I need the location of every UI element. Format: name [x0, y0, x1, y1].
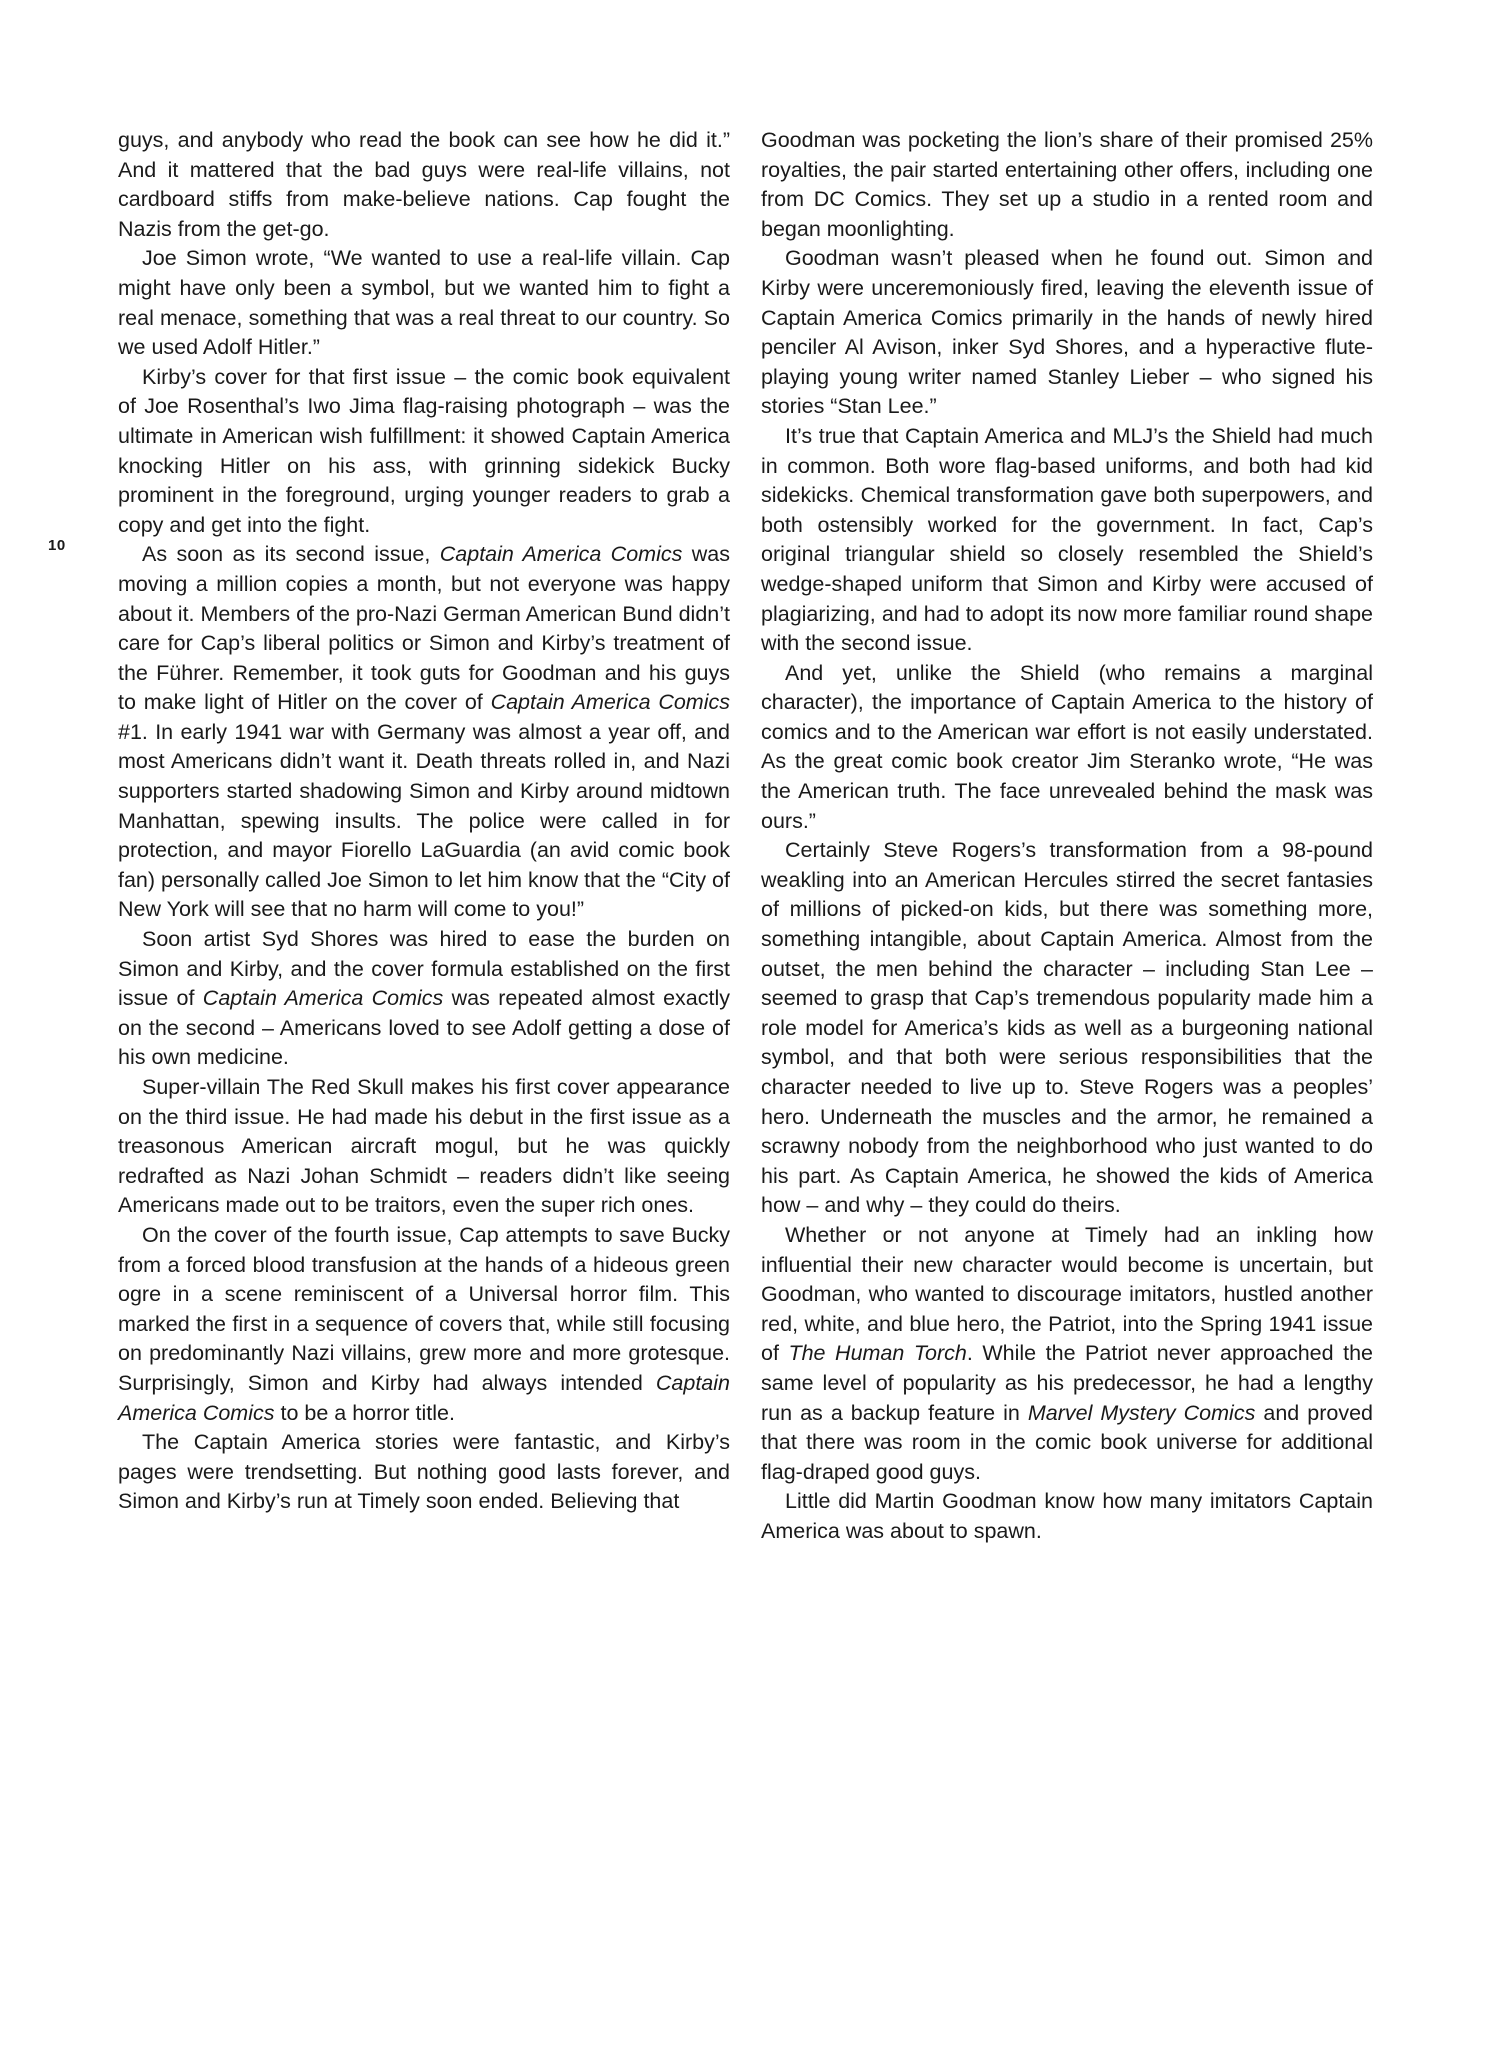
- paragraph-text: Joe Simon wrote, “We wanted to use a real-life villain. Cap might have only been a symbol, but we wanted him to fight a real menace, something that was a real threat to our country. So we used Adolf Hitler.”: [118, 246, 730, 360]
- paragraph: [118, 244, 730, 362]
- paragraph: [761, 126, 1373, 244]
- paragraph: [118, 1221, 730, 1428]
- right-column: [761, 126, 1373, 1547]
- paragraph-text: to be a horror title.: [274, 1400, 455, 1425]
- italic-title: The Human Torch: [788, 1341, 967, 1366]
- paragraph: [761, 1221, 1373, 1487]
- paragraph-text: . While the Patriot never approached the same level of popularity as his predecessor, he had a lengthy run as a backup feature in: [761, 1341, 1373, 1425]
- italic-title: Captain America Comics: [439, 542, 683, 567]
- paragraph: [118, 925, 730, 1073]
- left-column: [118, 126, 730, 1517]
- paragraph-text: As soon as its second issue,: [142, 542, 440, 567]
- italic-title: Captain America Comics: [202, 986, 444, 1011]
- paragraph-text: Certainly Steve Rogers’s transformation from a 98-pound weakling into an American Hercules stirred the secret fantasies of millions of picked-on kids, but there was something more, something intangible, about Captain America. Almost from the outset, the men behind the character – including Stan Lee – seemed to grasp that Cap’s tremendous popularity made him a role model for America’s kids as well as a burgeoning national symbol, and that both were serious responsibilities that the character needed to live up to. Steve Rogers was a peoples’ hero. Underneath the muscles and the armor, he remained a scrawny nobody from the neighborhood who just wanted to do his part. As Captain America, he showed the kids of America how – and why – they could do theirs.: [761, 838, 1373, 1218]
- paragraph-text: Super-villain The Red Skull makes his first cover appearance on the third issue. He had made his debut in the first issue as a treasonous American aircraft mogul, but he was quickly redrafted as Nazi Johan Schmidt – readers didn’t like seeing Americans made out to be traitors, even the super rich ones.: [118, 1075, 730, 1218]
- paragraph: [761, 422, 1373, 659]
- page-number: 10: [48, 537, 66, 554]
- paragraph-text: guys, and anybody who read the book can see how he did it.” And it mattered that the bad guys were real-life villains, not cardboard stiffs from make-believe nations. Cap fought the Nazis from the get-go.: [118, 128, 730, 241]
- paragraph: [118, 363, 730, 541]
- italic-title: Captain America Comics: [490, 690, 730, 715]
- paragraph: [761, 836, 1373, 1221]
- paragraph-text: On the cover of the fourth issue, Cap attempts to save Bucky from a forced blood transfusion at the hands of a hideous green ogre in a scene reminiscent of a Universal horror film. This marked the first in a sequence of covers that, while still focusing on predominantly Nazi villains, grew more and more grotesque. Surprisingly, Simon and Kirby had always intended: [118, 1222, 730, 1395]
- paragraph-text: Goodman was pocketing the lion’s share of their promised 25% royalties, the pair started entertaining other offers, including one from DC Comics. They set up a studio in a rented room and began moonlighting.: [761, 128, 1373, 241]
- paragraph-text: It’s true that Captain America and MLJ’s the Shield had much in common. Both wore flag-based uniforms, and both had kid sidekicks. Chemical transformation gave both superpowers, and both ostensibly worked for the government. In fact, Cap’s original triangular shield so closely resembled the Shield’s wedge-shaped uniform that Simon and Kirby were accused of plagiarizing, and had to adopt its now more familiar round shape with the second issue.: [761, 423, 1373, 656]
- paragraph-text: Little did Martin Goodman know how many imitators Captain America was about to spawn.: [761, 1489, 1373, 1543]
- paragraph-text: and proved that there was room in the comic book universe for additional flag-draped good guys.: [761, 1400, 1373, 1484]
- paragraph-text: Whether or not anyone at Timely had an inkling how influential their new character would become is uncertain, but Goodman, who wanted to discourage imitators, hustled another red, white, and blue hero, the Patriot, into the Spring 1941 issue of: [761, 1222, 1373, 1366]
- paragraph-text: #1. In early 1941 war with Germany was almost a year off, and most Americans didn’t want it. Death threats rolled in, and Nazi supporters started shadowing Simon and Kirby around midtown Manhattan, spewing insults. The police were called in for protection, and mayor Fiorello LaGuardia (an avid comic book fan) personally called Joe Simon to let him know that the “City of New York will see that no harm will come to you!”: [118, 719, 730, 922]
- paragraph: [118, 1428, 730, 1517]
- paragraph: [761, 1487, 1373, 1546]
- paragraph-text: Soon artist Syd Shores was hired to ease the burden on Simon and Kirby, and the cover formula established on the first issue of: [118, 927, 730, 1011]
- paragraph: [118, 1073, 730, 1221]
- paragraph-text: And yet, unlike the Shield (who remains a marginal character), the importance of Captain America to the history of comics and to the American war effort is not easily understated. As the great comic book creator Jim Steranko wrote, “He was the American truth. The face unrevealed behind the mask was ours.”: [761, 660, 1373, 833]
- paragraph-text: Goodman wasn’t pleased when he found out. Simon and Kirby were unceremoniously fired, leaving the eleventh issue of Captain America Comics primarily in the hands of newly hired penciler Al Avison, inker Syd Shores, and a hyperactive flute-playing young writer named Stanley Lieber – who signed his stories “Stan Lee.”: [761, 246, 1373, 419]
- paragraph-text: was moving a million copies a month, but not everyone was happy about it. Members of the pro-Nazi German American Bund didn’t care for Cap’s liberal politics or Simon and Kirby’s treatment of the Führer. Remember, it took guts for Goodman and his guys to make light of Hitler on the cover of: [118, 542, 730, 715]
- paragraph: [118, 540, 730, 925]
- paragraph-text: was repeated almost exactly on the second – Americans loved to see Adolf getting a dose of his own medicine.: [118, 986, 730, 1070]
- paragraph-text: Kirby’s cover for that first issue – the comic book equivalent of Joe Rosenthal’s Iwo Jima flag-raising photograph – was the ultimate in American wish fulfillment: it showed Captain America knocking Hitler on his ass, with grinning sidekick Bucky prominent in the foreground, urging younger readers to grab a copy and get into the fight.: [118, 364, 730, 537]
- paragraph: [118, 126, 730, 244]
- paragraph-text: The Captain America stories were fantastic, and Kirby’s pages were trendsetting. But nothing good lasts forever, and Simon and Kirby’s run at Timely soon ended. Believing that: [118, 1430, 730, 1514]
- paragraph: [761, 244, 1373, 422]
- italic-title: Captain America Comics: [118, 1370, 730, 1425]
- paragraph: [761, 659, 1373, 837]
- italic-title: Marvel Mystery Comics: [1027, 1400, 1256, 1425]
